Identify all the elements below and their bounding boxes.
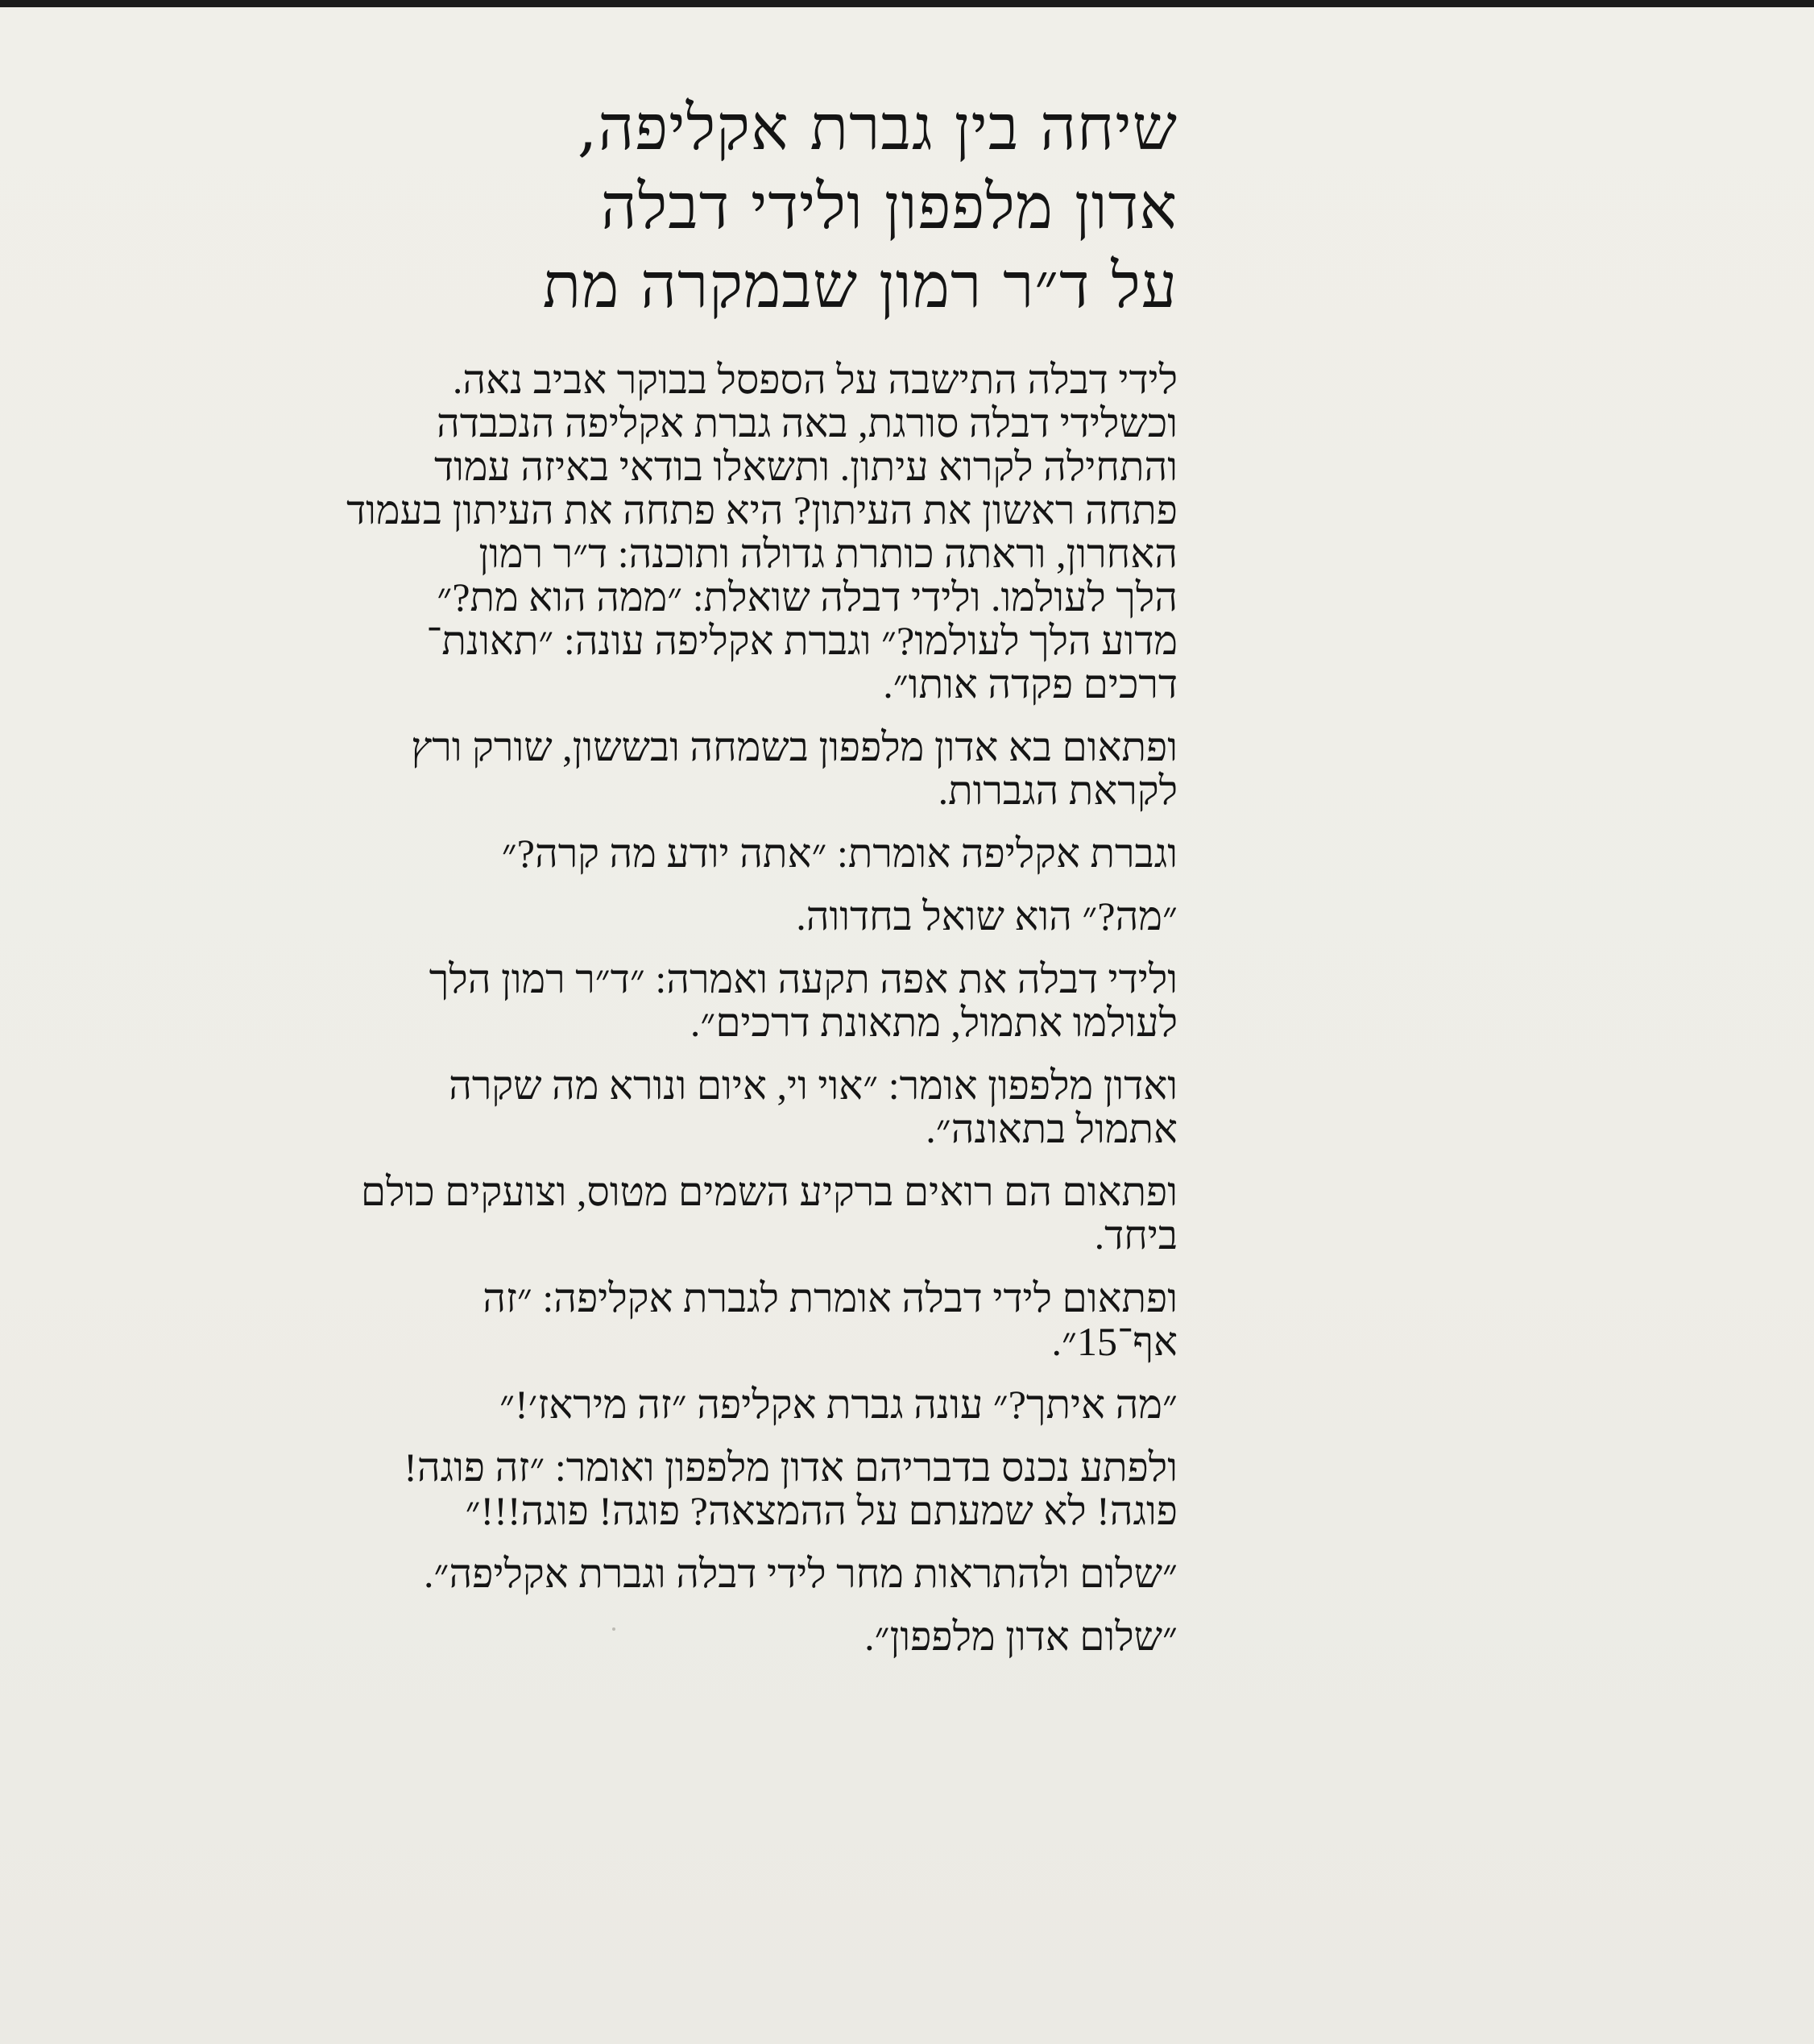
paragraph [242, 894, 1178, 938]
text-line: פתחה ראשון את העיתון? היא פתחה את העיתון בעמוד [346, 487, 1178, 533]
text-line: פוגה! לא שמעתם על ההמצאה? פוגה! פוגה!!!״ [465, 1488, 1178, 1533]
text-line: מדוע הלך לעולמו?״ וגברת אקליפה עונה: ״תאונת־ [426, 618, 1178, 663]
text-line: ״מה?״ הוא שואל בחדווה. [796, 893, 1178, 939]
text-line: ולידי דבלה את אפה תקעה ואמרה: ״ד״ר רמון הלך [429, 956, 1178, 1001]
text-line: ואדון מלפפון אומר: ״אוי וי, איום ונורא מה שקרה [449, 1063, 1178, 1108]
paragraph [242, 1383, 1178, 1426]
text-line: אתמול בתאונה״. [926, 1106, 1178, 1151]
title-line: שיחה בין גברת אקליפה, [577, 92, 1178, 164]
text-line: לקראת הגברות. [938, 768, 1178, 813]
paragraph [242, 1063, 1178, 1151]
text-line: לידי דבלה התישבה על הספסל בבוקר אביב נאה. [452, 357, 1178, 402]
text-line: לעולמו אתמול, מתאונת דרכים״. [690, 1000, 1178, 1045]
text-line: ״שלום אדון מלפפון״. [864, 1614, 1178, 1659]
text-line: ופתאום בא אדון מלפפון בשמחה ובששון, שורק ורץ [411, 724, 1178, 769]
text-line: אף־15״. [1051, 1319, 1178, 1364]
paragraph [242, 1615, 1178, 1658]
paragraph [242, 1552, 1178, 1595]
paragraph [242, 358, 1178, 706]
text-line: ביחד. [1094, 1213, 1178, 1258]
text-line: והתחילה לקרוא עיתון. ותשאלו בודאי באיזה עמוד [434, 444, 1178, 489]
text-line: וגברת אקליפה אומרת: ״אתה יודע מה קרה?״ [501, 831, 1178, 876]
text-line: האחרון, וראתה כותרת גדולה ותוכנה: ד״ר רמון [478, 531, 1178, 576]
story-title [242, 89, 1178, 325]
text-column [242, 89, 1178, 1677]
paragraph [242, 831, 1178, 875]
text-line: ולפתע נכנס בדבריהם אדון מלפפון ואומר: ״זה פוגה! [404, 1445, 1178, 1490]
text-line: ״מה איתך?״ עונה גברת אקליפה ״זה מיראז׳!״ [499, 1382, 1178, 1427]
paper-speck [612, 1627, 615, 1631]
paragraph [242, 1445, 1178, 1532]
text-line: וכשלידי דבלה סורגת, באה גברת אקליפה הנכבדה [437, 400, 1178, 446]
text-line: דרכים פקדה אותו״. [883, 661, 1178, 707]
text-line: ופתאום הם רואים ברקיע השמים מטוס, וצועקים כולם [360, 1169, 1178, 1214]
paragraph [242, 1276, 1178, 1363]
text-line: ופתאום לידי דבלה אומרת לגברת אקליפה: ״זה [482, 1275, 1178, 1321]
scan-top-edge [0, 0, 1814, 7]
paragraph [242, 725, 1178, 812]
text-line: ״שלום ולהתראות מחר לידי דבלה וגברת אקליפה״. [424, 1551, 1178, 1596]
story-body [242, 358, 1178, 1658]
text-line: הלך לעולמו. ולידי דבלה שואלת: ״ממה הוא מת?״ [437, 574, 1178, 620]
title-line: על ד״ר רמון שבמקרה מת [542, 250, 1178, 322]
title-line: אדון מלפפון ולידי דבלה [600, 171, 1178, 243]
paragraph [242, 1170, 1178, 1257]
paragraph [242, 957, 1178, 1044]
